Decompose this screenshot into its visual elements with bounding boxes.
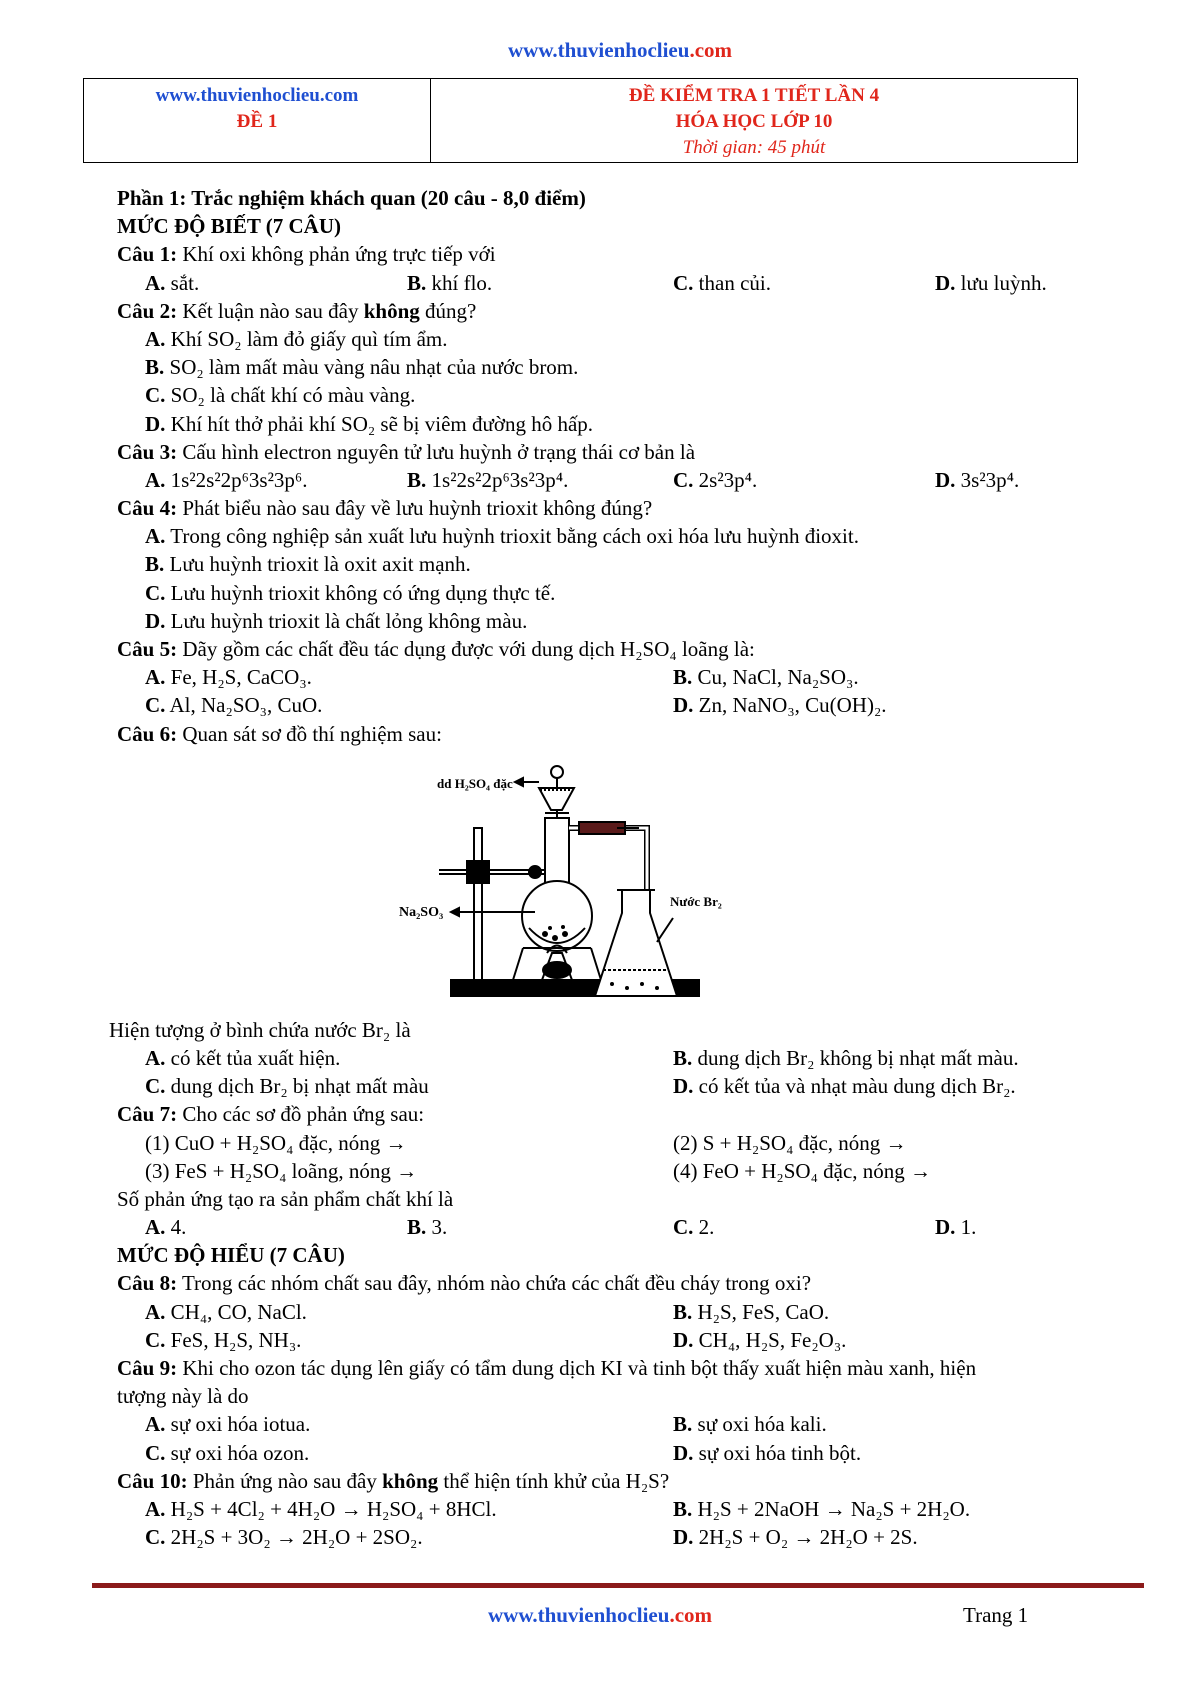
reaction-3: (3) FeS + H₂SO₄ loãng, nóng → [145,1158,418,1183]
question-5: Câu 5: Dãy gồm các chất đều tác dụng được với dung dịch H₂SO₄ loãng là: [117,637,755,661]
answer-row [117,1523,1117,1551]
option-a[interactable]: A. 4. [145,1215,187,1240]
option-b[interactable]: B. H₂S, FeS, CaO. [673,1299,830,1324]
option-a[interactable]: A. Khí SO₂ làm đỏ giấy quì tím ẩm. [145,326,448,351]
question-10: Câu 10: Phản ứng nào sau đây không thể hiện tính khử của H₂S? [117,1468,670,1493]
dropping-funnel [539,788,574,810]
option-a[interactable]: A. Trong công nghiệp sản xuất lưu huỳnh trioxit bằng cách oxi hóa lưu huỳnh đioxit. [145,524,859,549]
option-b[interactable]: B. 1s²2s²2p⁶3s²3p⁴. [407,467,569,492]
question-9-cont: tượng này là do [117,1384,249,1409]
reaction-row [117,1129,1117,1157]
reaction-1: (1) CuO + H₂SO₄ đặc, nóng → [145,1130,407,1155]
header-site-url[interactable]: www.thuvienhoclieu.com [155,85,359,106]
option-c[interactable]: C. FeS, H₂S, NH₃. [145,1327,302,1352]
option-c[interactable]: C. 2. [673,1215,715,1240]
level-heading: MỨC ĐỘ HIỂU (7 CÂU) [117,1243,345,1268]
option-d[interactable]: D. 1. [935,1215,977,1240]
reaction-row [117,1157,1117,1185]
option-d[interactable]: D. sự oxi hóa tinh bột. [673,1440,862,1465]
question-2: Câu 2: Kết luận nào sau đây không đúng? [117,298,477,323]
header-left-cell [84,79,431,163]
answer-row [117,269,1117,297]
question-1 [117,240,1117,268]
exam-code: ĐỀ 1 [236,111,278,132]
exam-duration: Thời gian: 45 phút [682,137,826,158]
question-8: Câu 8: Trong các nhóm chất sau đây, nhóm nào chứa các chất đều cháy trong oxi? [117,1271,812,1296]
label-salt: Na₂SO₃ [399,904,444,920]
question-7-follow: Số phản ứng tạo ra sản phẩm chất khí là [117,1186,454,1211]
page-number: Trang 1 [963,1603,1029,1627]
round-bottom-flask [522,881,592,951]
footer-site-url[interactable]: www.thuvienhoclieu.com [487,1603,713,1627]
option-a[interactable]: A. H₂S + 4Cl₂ + 4H₂O → H₂SO₄ + 8HCl. [145,1496,497,1521]
question-6-follow: Hiện tượng ở bình chứa nước Br₂ là [109,1017,411,1042]
option-d[interactable]: D. Khí hít thở phải khí SO₂ sẽ bị viêm đường hô hấp. [145,411,594,436]
question-7: Câu 7: Cho các sơ đồ phản ứng sau: [117,1102,425,1127]
option-d[interactable]: D. Lưu huỳnh trioxit là chất lỏng không màu. [145,608,528,633]
option-d[interactable]: D. có kết tủa và nhạt màu dung dịch Br₂. [673,1074,1016,1099]
option-a[interactable]: A. sắt. [145,270,200,295]
option-c[interactable]: C. dung dịch Br₂ bị nhạt mất màu [145,1074,429,1099]
answer-row [117,1495,1117,1523]
option-b[interactable]: B. Cu, NaCl, Na₂SO₃. [673,665,859,690]
answer-row [117,663,1117,691]
footer-divider [92,1583,1144,1588]
option-b[interactable]: B. 3. [407,1215,448,1240]
option-d[interactable]: D. 3s²3p⁴. [935,467,1020,492]
answer-row [117,1044,1117,1072]
answer-row [117,1298,1117,1326]
option-d[interactable]: D. 2H₂S + O₂ → 2H₂O + 2S. [673,1525,918,1550]
top-site-url[interactable]: www.thuvienhoclieu.com [507,38,733,62]
answer-row [117,1410,1117,1438]
question-6: Câu 6: Quan sát sơ đồ thí nghiệm sau: [117,721,442,746]
option-b[interactable]: B. sự oxi hóa kali. [673,1412,827,1437]
clamp-block [467,861,489,883]
header-right-cell [431,79,1078,163]
conical-flask [595,890,677,996]
option-b[interactable]: B. H₂S + 2NaOH → Na₂S + 2H₂O. [673,1496,971,1521]
option-a[interactable]: A. CH₄, CO, NaCl. [145,1299,307,1324]
reaction-4: (4) FeO + H₂SO₄ đặc, nóng → [673,1158,932,1183]
answer-row [117,1213,1117,1241]
label-bromine-water: Nước Br₂ [670,893,722,909]
part-heading: Phần 1: Trắc nghiệm khách quan (20 câu - 8,0 điểm) [117,186,586,210]
experiment-diagram [117,748,1117,1016]
option-a[interactable]: A. 1s²2s²2p⁶3s²3p⁶. [145,467,308,492]
option-c[interactable]: C. Al, Na₂SO₃, CuO. [145,693,323,718]
option-a[interactable]: A. sự oxi hóa iotua. [145,1412,311,1437]
question-9: Câu 9: Khi cho ozon tác dụng lên giấy có tẩm dung dịch KI và tinh bột thấy xuất hiện màu xanh, hiện [117,1356,977,1380]
option-b[interactable]: B. khí flo. [407,270,493,295]
question-3: Câu 3: Cấu hình electron nguyên tử lưu huỳnh ở trạng thái cơ bản là [117,439,696,464]
option-c[interactable]: C. Lưu huỳnh trioxit không có ứng dụng thực tế. [145,580,556,605]
option-b[interactable]: B. dung dịch Br₂ không bị nhạt mất màu. [673,1045,1019,1070]
exam-subject: HÓA HỌC LỚP 10 [675,111,833,132]
question-4: Câu 4: Phát biểu nào sau đây về lưu huỳnh trioxit không đúng? [117,496,653,521]
exam-content [109,184,1117,1551]
stand-rod [474,828,482,980]
exam-title: ĐỀ KIỂM TRA 1 TIẾT LẦN 4 [628,85,880,106]
level-heading: MỨC ĐỘ BIẾT (7 CÂU) [117,214,341,239]
option-c[interactable]: C. sự oxi hóa ozon. [145,1440,310,1465]
answer-row [117,1326,1117,1354]
option-a[interactable]: A. có kết tủa xuất hiện. [145,1045,341,1070]
option-c[interactable]: C. 2H₂S + 3O₂ → 2H₂O + 2SO₂. [145,1525,423,1550]
answer-row [117,1439,1117,1467]
reaction-2: (2) S + H₂SO₄ đặc, nóng → [673,1130,907,1155]
option-d[interactable]: D. Zn, NaNO₃, Cu(OH)₂. [673,693,887,718]
option-d[interactable]: D. CH₄, H₂S, Fe₂O₃. [673,1327,847,1352]
option-d[interactable]: D. lưu luỳnh. [935,270,1047,295]
apparatus-svg [117,748,1117,1016]
label-acid: dd H₂SO₄ đặc [437,775,513,791]
exam-header-table [83,78,1078,163]
option-b[interactable]: B. SO₂ làm mất màu vàng nâu nhạt của nước brom. [145,355,579,380]
option-a[interactable]: A. Fe, H₂S, CaCO₃. [145,665,312,690]
question-label: Câu 1: [117,242,178,267]
option-b[interactable]: B. Lưu huỳnh trioxit là oxit axit mạnh. [145,552,471,577]
option-c[interactable]: C. than củi. [673,270,771,295]
option-c[interactable]: C. SO₂ là chất khí có màu vàng. [145,383,416,408]
answer-row [117,1072,1117,1100]
option-c[interactable]: C. 2s²3p⁴. [673,467,758,492]
question-text: Khí oxi không phản ứng trực tiếp với [177,242,496,267]
answer-row [117,691,1117,719]
answer-row [117,466,1117,494]
